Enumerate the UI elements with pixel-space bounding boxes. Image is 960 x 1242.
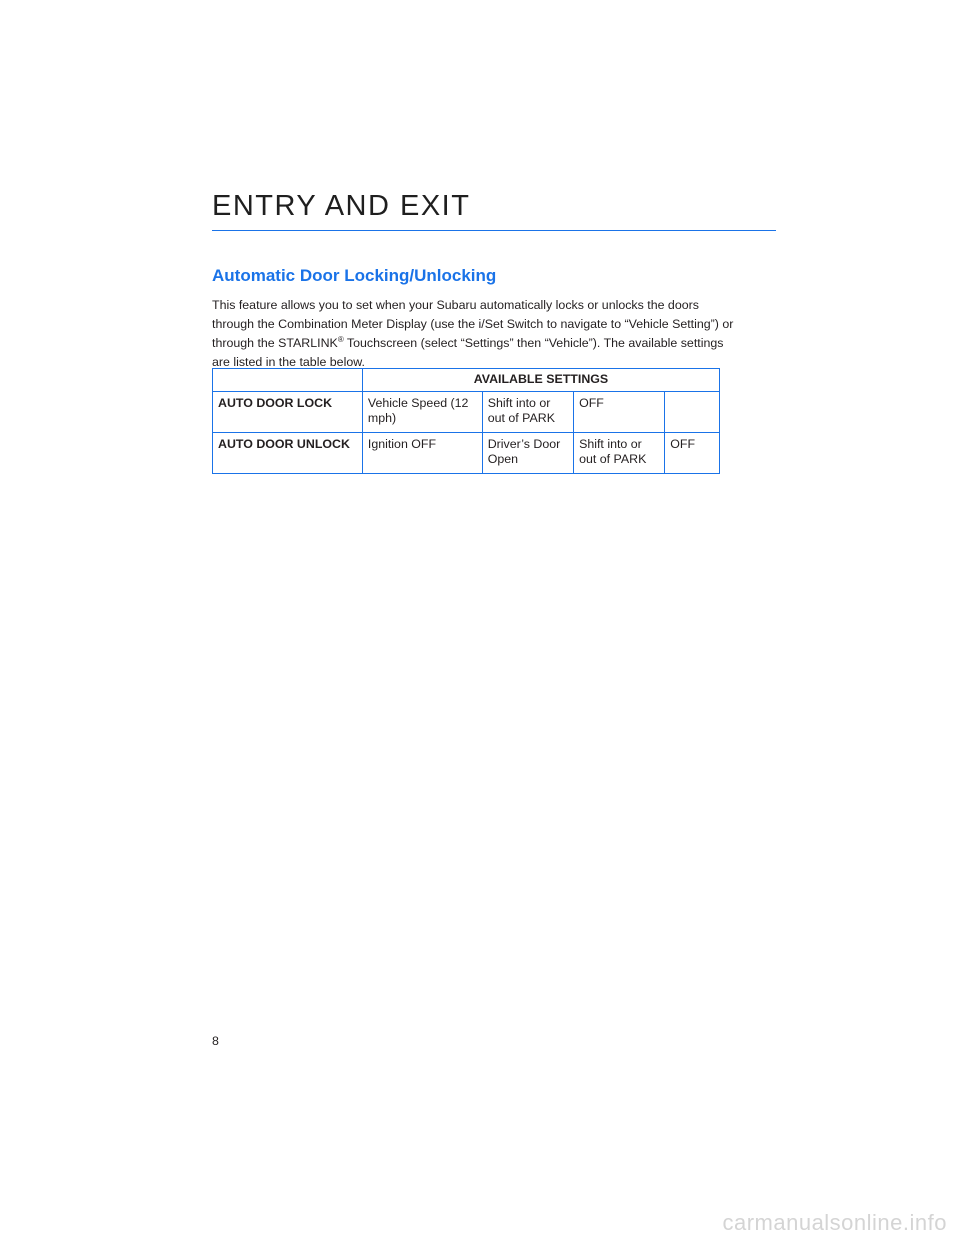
intro-text: This feature allows you to set when your Subaru automatically locks or unlocks the doors through the Combination Meter Display (use the i/Set Switch to navigate to “Vehicle Setting”) or through the STARLINK xyxy=(212,298,734,350)
table-row xyxy=(213,433,720,474)
table-cell: Ignition OFF xyxy=(362,433,482,474)
page-number: 8 xyxy=(212,1034,219,1048)
table-cell: OFF xyxy=(665,433,720,474)
table-cell: Vehicle Speed (12 mph) xyxy=(362,392,482,433)
intro-text-continued: Touchscreen (select “Settings” then “Vehicle”). The available settings are listed in the table below. xyxy=(212,336,724,369)
registered-mark: ® xyxy=(337,334,344,344)
table-cell xyxy=(665,392,720,433)
available-settings-table xyxy=(212,368,720,474)
table-cell: Shift into or out of PARK xyxy=(482,392,573,433)
section-title: ENTRY AND EXIT xyxy=(212,190,471,222)
watermark: carmanualsonline.info xyxy=(722,1210,947,1235)
table-header-row xyxy=(213,369,720,392)
row-label-auto-door-unlock: AUTO DOOR UNLOCK xyxy=(213,433,363,474)
table-cell: Driver’s Door Open xyxy=(482,433,573,474)
table-row xyxy=(213,392,720,433)
table-cell: OFF xyxy=(574,392,665,433)
intro-paragraph xyxy=(212,296,742,372)
table-cell: Shift into or out of PARK xyxy=(574,433,665,474)
table-header-empty-cell xyxy=(213,369,363,392)
section-divider xyxy=(212,230,776,231)
feature-heading: Automatic Door Locking/Unlocking xyxy=(212,266,497,285)
table-header-cell: AVAILABLE SETTINGS xyxy=(362,369,719,392)
row-label-auto-door-lock: AUTO DOOR LOCK xyxy=(213,392,363,433)
